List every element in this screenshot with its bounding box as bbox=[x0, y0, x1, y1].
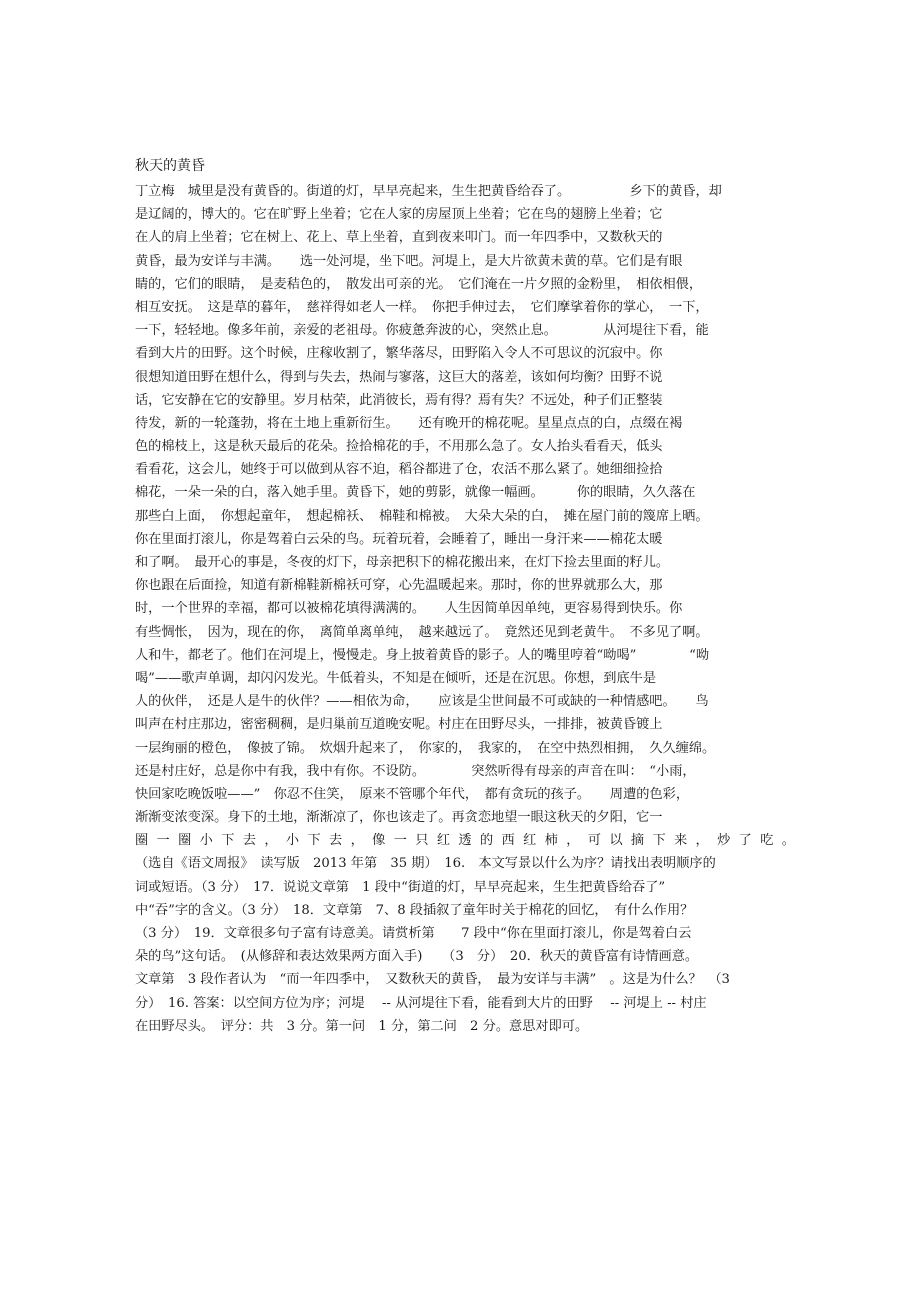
paragraph-line: 一下，轻轻地。像多年前，亲爱的老祖母。你疲惫奔波的心，突然止息。 从河堤往下看，能 bbox=[135, 323, 709, 339]
paragraph-line: 分） 16. 答案：以空间方位为序；河堤 -- 从河堤往下看，能看到大片的田野 -- 河堤上 -- 村庄 bbox=[135, 995, 707, 1011]
paragraph-line: 人和牛，都老了。他们在河堤上，慢慢走。身上披着黄昏的影子。人的嘴里哼着“呦喝” “呦 bbox=[135, 647, 710, 663]
paragraph-line: 一层绚丽的橙色， 像披了锦。 炊烟升起来了， 你家的， 我家的， 在空中热烈相拥， 久久缠绵。 bbox=[135, 740, 716, 756]
paragraph-line: 睛的，它们的眼睛， 是麦秸色的， 散发出可亲的光。 它们淹在一片夕照的金粉里， 相依相偎， bbox=[135, 276, 703, 292]
paragraph-line: 看到大片的田野。这个时候，庄稼收割了，繁华落尽，田野陷入令人不可思议的沉寂中。你 bbox=[135, 346, 663, 362]
paragraph-line: 相互安抚。 这是草的暮年， 慈祥得如老人一样。 你把手伸过去， 它们摩挲着你的掌心， 一下， bbox=[135, 299, 709, 315]
paragraph-line: 色的棉枝上，这是秋天最后的花朵。捡拾棉花的手，不用那么急了。女人抬头看看天，低头 bbox=[135, 439, 663, 455]
document-body bbox=[135, 180, 795, 1038]
paragraph-line: 还是村庄好，总是你中有我，我中有你。不设防。 突然听得有母亲的声音在叫： “小雨， bbox=[135, 763, 696, 779]
paragraph-line: 是辽阔的，博大的。它在旷野上坐着；它在人家的房屋顶上坐着；它在鸟的翅膀上坐着；它 bbox=[135, 207, 663, 223]
paragraph-line: 喝”——歌声单调，却闪闪发光。牛低着头，不知是在倾听，还是在沉思。你想，到底牛是 bbox=[135, 670, 657, 686]
paragraph-line: 叫声在村庄那边，密密稠稠，是归巢前互道晚安呢。村庄在田野尽头，一排排，被黄昏镀上 bbox=[135, 717, 663, 733]
paragraph-line: 渐渐变浓变深。身下的土地，渐渐凉了，你也该走了。再贪恋地望一眼这秋天的夕阳，它一 bbox=[135, 810, 663, 826]
paragraph-line: 圈 一 圈 小 下 去 ， 小 下 去 ， 像 一 只 红 透 的 西 红 柿 ， 可 以 摘 下 来 ， 炒 了 吃 。 bbox=[135, 833, 795, 849]
paragraph-line: 话，它安静在它的安静里。岁月枯荣，此消彼长，焉有得？焉有失？不远处，种子们正整装 bbox=[135, 392, 663, 408]
paragraph-line: 棉花，一朵一朵的白，落入她手里。黄昏下，她的剪影，就像一幅画。 你的眼睛，久久落在 bbox=[135, 485, 696, 501]
paragraph-line: 中“吞”字的含义。（3 分） 18．文章第 7、8 段插叙了童年时关于棉花的回忆， 有什么作用？ bbox=[135, 902, 694, 918]
paragraph-line: 待发，新的一轮蓬勃，将在土地上重新衍生。 还有晚开的棉花呢。星星点点的白，点缀在褐 bbox=[135, 415, 683, 431]
document-title: 秋天的黄昏 bbox=[135, 158, 205, 174]
paragraph-line: 看看花，这会儿，她终于可以做到从容不迫，稻谷都进了仓，农活不那么紧了。她细细捡拾 bbox=[135, 462, 663, 478]
paragraph-line: （3 分） 19．文章很多句子富有诗意美。请赏析第 7 段中“你在里面打滚儿，你是驾着白云 bbox=[135, 926, 692, 941]
paragraph-line: 你也跟在后面捡，知道有新棉鞋新棉袄可穿，心先温暖起来。那时，你的世界就那么大，那 bbox=[135, 578, 663, 594]
paragraph-line: 有些惆怅， 因为，现在的你， 离简单离单纯， 越来越远了。 竟然还见到老黄牛。 不多见了啊。 bbox=[135, 624, 709, 640]
paragraph-line: 那些白上面， 你想起童年， 想起棉袄、 棉鞋和棉被。 大朵大朵的白， 摊在屋门前的篾席上晒。 bbox=[135, 508, 709, 524]
paragraph-line: 丁立梅 城里是没有黄昏的。街道的灯，早早亮起来，生生把黄昏给吞了。 乡下的黄昏，却 bbox=[135, 184, 722, 199]
paragraph-line: 你在里面打滚儿，你是驾着白云朵的鸟。玩着玩着，会睡着了，睡出一身汗来——棉花太暖 bbox=[135, 531, 663, 547]
paragraph-line: 人的伙伴， 还是人是牛的伙伴？——相依为命， 应该是尘世间最不可或缺的一种情感吧。 鸟 bbox=[135, 694, 709, 710]
paragraph-line: 在人的肩上坐着；它在树上、花上、草上坐着，直到夜来叩门。而一年四季中，又数秋天的 bbox=[135, 230, 663, 246]
paragraph-line: 黄昏，最为安详与丰满。 选一处河堤，坐下吧。河堤上，是大片欲黄未黄的草。它们是有眼 bbox=[135, 253, 683, 269]
paragraph-line: 很想知道田野在想什么，得到与失去，热闹与寥落，这巨大的落差，该如何均衡？田野不说 bbox=[135, 369, 663, 385]
paragraph-line: 在田野尽头。 评分：共 3 分。第一问 1 分，第二问 2 分。意思对即可。 bbox=[135, 1018, 589, 1034]
paragraph-line: （选自《语文周报》 读写版 2013 年第 35 期） 16. 本文写景以什么为序？请找出表明顺序的 bbox=[135, 856, 716, 872]
paragraph-line: 词或短语。（3 分） 17．说说文章第 1 段中“街道的灯，早早亮起来，生生把黄昏给吞了” bbox=[135, 879, 666, 895]
paragraph-line: 朵的鸟”这句话。 (从修辞和表达效果两方面入手) （3 分） 20．秋天的黄昏富有诗情画意。 bbox=[135, 949, 699, 965]
paragraph-line: 时，一个世界的幸福，都可以被棉花填得满满的。 人生因简单因单纯，更容易得到快乐。你 bbox=[135, 601, 683, 617]
paragraph-line: 快回家吃晚饭啦——” 你忍不住笑， 原来不管哪个年代， 都有贪玩的孩子。 周遭的色彩， bbox=[135, 786, 690, 802]
paragraph-line: 和了啊。 最开心的事是，冬夜的灯下，母亲把积下的棉花搬出来，在灯下捡去里面的籽儿。 bbox=[135, 555, 670, 570]
paragraph-line: 文章第 3 段作者认为 “而一年四季中， 又数秋天的黄昏， 最为安详与丰满” 。这是为什么？ （3 bbox=[135, 972, 730, 988]
